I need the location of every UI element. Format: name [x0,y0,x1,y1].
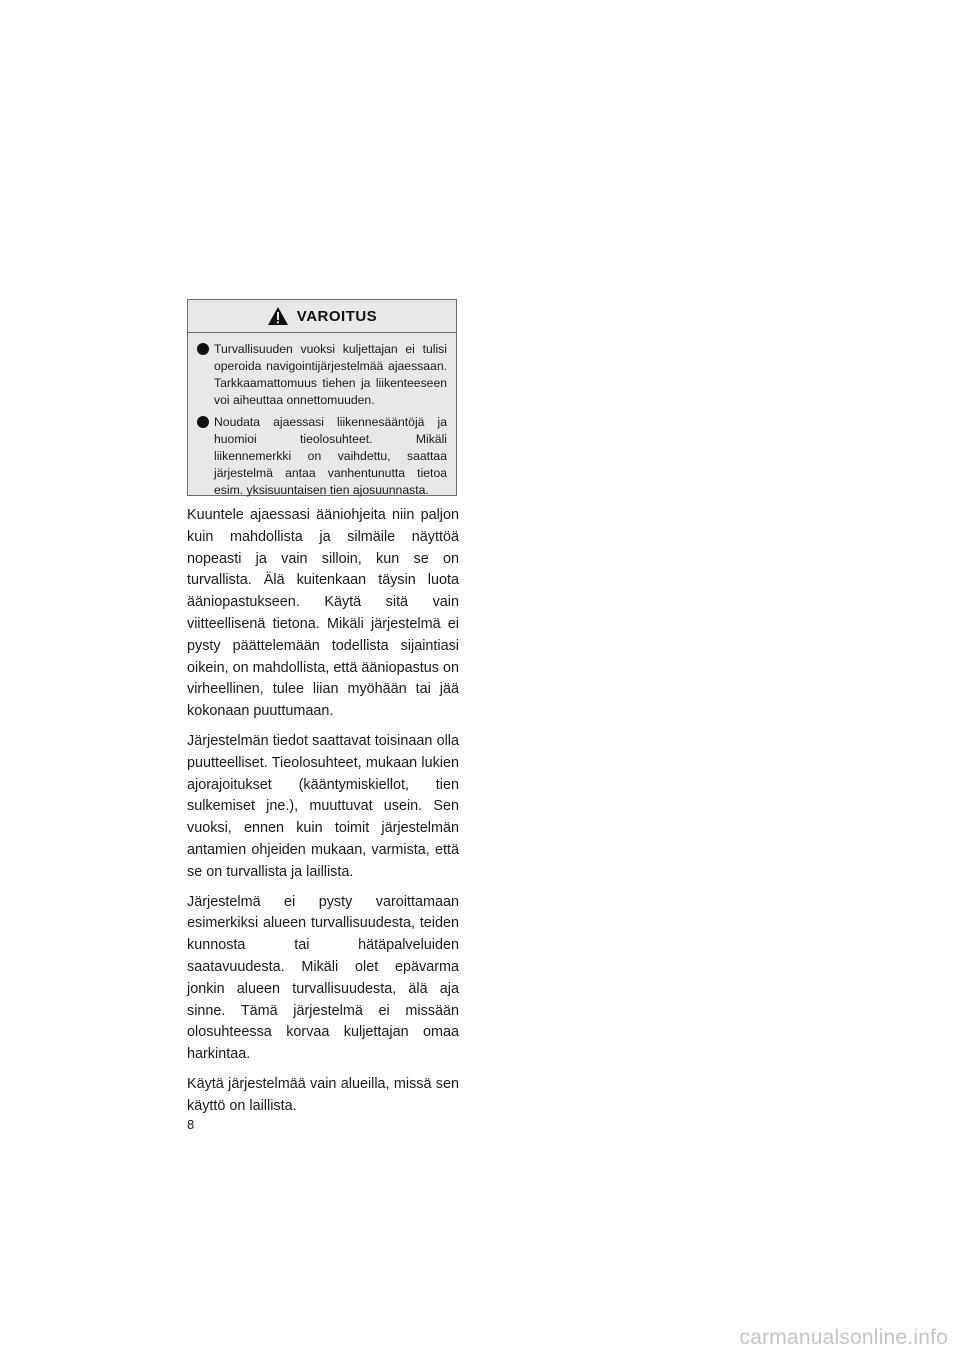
paragraph: Käytä järjestelmää vain alueilla, missä sen käyttö on laillista. [187,1075,459,1114]
watermark: carmanualsonline.info [739,1326,948,1349]
bullet-dot-icon [197,343,209,355]
warning-item-text: Noudata ajaessasi liikennesääntöjä ja huomioi tieolosuhteet. Mikäli liikennemerkki on vaihdettu, saattaa järjestelmä antaa vanhentunutta tietoa esim. yksisuuntaisen tien ajosuunnasta. [214,415,447,497]
warning-item [197,414,447,499]
paragraph: Kuuntele ajaessasi ääniohjeita niin paljon kuin mahdollista ja silmäile näyttöä nopeasti ja vain silloin, kun se on turvallista. Älä kuitenkaan täysin luota ääniopastukseen. Käytä sitä vain viitteellisenä tietona. Mikäli järjestelmä ei pysty päättelemään todellista sijaintiasi oikein, on mahdollista, että ääniopastus on virheellinen, tulee liian myöhään tai jää kokonaan puuttumaan. [187,507,460,720]
bullet-dot-icon [197,416,209,428]
warning-item-text: Turvallisuuden vuoksi kuljettajan ei tulisi operoida navigointijärjestelmää ajaessaan. Tarkkaamattomuus tiehen ja liikenteeseen voi aiheuttaa onnettomuuden. [214,342,447,407]
warning-header [188,300,456,333]
paragraph: Järjestelmä ei pysty varoittamaan esimerkiksi alueen turvallisuudesta, teiden kunnosta tai hätäpalveluiden saatavuudesta. Mikäli olet epävarma jonkin alueen turvallisuudesta, älä aja sinne. Tämä järjestelmä ei missään olosuhteessa korvaa kuljettajan omaa harkintaa. [187,893,459,1063]
warning-body [188,333,456,499]
warning-triangle-icon [267,306,289,326]
body-text [187,505,459,1126]
warning-box [187,299,457,496]
paragraph: Järjestelmän tiedot saattavat toisinaan olla puutteelliset. Tieolosuhteet, mukaan lukien ajorajoitukset (kääntymiskiellot, tien sulkemiset jne.), muuttuvat usein. Sen vuoksi, ennen kuin toimit järjestelmän antamien ohjeiden mukaan, varmista, että se on turvallista ja laillista. [187,732,459,880]
warning-item [197,341,447,409]
warning-title: VAROITUS [296,307,378,325]
page-number: 8 [187,1117,195,1132]
